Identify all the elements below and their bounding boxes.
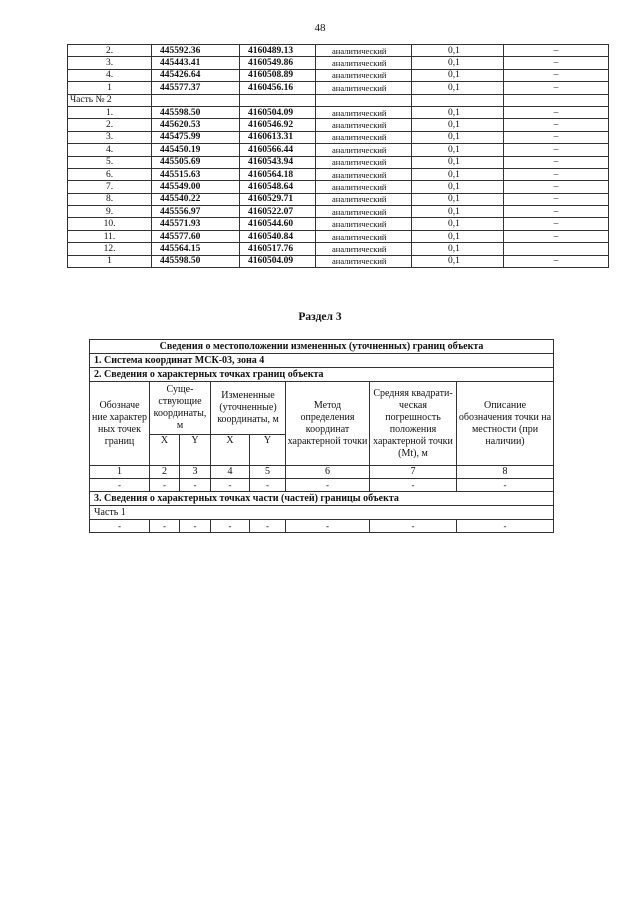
empty-cell: - bbox=[90, 520, 150, 533]
column-numbers-row bbox=[90, 466, 554, 479]
col-number: 8 bbox=[457, 466, 554, 479]
col-designation: Обозначе ние характер ных точек границ bbox=[90, 382, 150, 466]
empty-cell: - bbox=[180, 479, 211, 492]
table-row bbox=[68, 144, 609, 156]
accuracy-cell: 0,1 bbox=[412, 206, 504, 218]
col-existing: Суще- ствующие координаты, м bbox=[150, 382, 211, 435]
accuracy-cell bbox=[412, 94, 504, 106]
coord-y: 4160613.31 bbox=[240, 131, 316, 143]
col-method: Метод определения координат характерной точки bbox=[286, 382, 370, 466]
table-row bbox=[68, 181, 609, 193]
accuracy-cell: 0,1 bbox=[412, 168, 504, 180]
empty-cell: - bbox=[211, 520, 250, 533]
section-title: Раздел 3 bbox=[298, 311, 342, 323]
description-cell: – bbox=[504, 255, 609, 267]
coord-x bbox=[152, 94, 240, 106]
coord-x: 445577.60 bbox=[152, 230, 240, 242]
description-cell: – bbox=[504, 218, 609, 230]
coord-x: 445598.50 bbox=[152, 255, 240, 267]
description-cell: – bbox=[504, 144, 609, 156]
col-number: 5 bbox=[250, 466, 286, 479]
description-cell: – bbox=[504, 193, 609, 205]
coord-y: 4160489.13 bbox=[240, 45, 316, 57]
method-cell: аналитический bbox=[316, 243, 412, 255]
description-cell: – bbox=[504, 230, 609, 242]
point-number: 12. bbox=[68, 243, 152, 255]
coord-x: 445571.93 bbox=[152, 218, 240, 230]
coord-y: 4160548.64 bbox=[240, 181, 316, 193]
description-cell: – bbox=[504, 106, 609, 118]
point-number: 4. bbox=[68, 69, 152, 81]
accuracy-cell: 0,1 bbox=[412, 181, 504, 193]
empty-points-row bbox=[90, 479, 554, 492]
parts-header-row bbox=[90, 492, 554, 506]
method-cell: аналитический bbox=[316, 106, 412, 118]
coord-y: 4160564.18 bbox=[240, 168, 316, 180]
accuracy-cell: 0,1 bbox=[412, 57, 504, 69]
point-number: 4. bbox=[68, 144, 152, 156]
point-number: 6. bbox=[68, 168, 152, 180]
coord-x: 445592.36 bbox=[152, 45, 240, 57]
accuracy-cell: 0,1 bbox=[412, 218, 504, 230]
table-row bbox=[68, 193, 609, 205]
method-cell: аналитический bbox=[316, 218, 412, 230]
part-label-row bbox=[90, 506, 554, 520]
table-row bbox=[68, 82, 609, 94]
col-accuracy: Средняя квадрати- ческая погрешность положения характерной точки (Mt), м bbox=[370, 382, 457, 466]
coord-y: 4160529.71 bbox=[240, 193, 316, 205]
empty-cell: - bbox=[250, 479, 286, 492]
coord-x: 445426.64 bbox=[152, 69, 240, 81]
method-cell bbox=[316, 94, 412, 106]
empty-cell: - bbox=[370, 520, 457, 533]
accuracy-cell: 0,1 bbox=[412, 131, 504, 143]
accuracy-cell: 0,1 bbox=[412, 45, 504, 57]
empty-part-points-row bbox=[90, 520, 554, 533]
table-row bbox=[68, 206, 609, 218]
empty-cell: - bbox=[286, 479, 370, 492]
point-number: 1 bbox=[68, 255, 152, 267]
coord-x: 445505.69 bbox=[152, 156, 240, 168]
coord-y: 4160517.76 bbox=[240, 243, 316, 255]
col-description: Описание обозначения точки на местности (при наличии) bbox=[457, 382, 554, 466]
coord-y: 4160504.09 bbox=[240, 106, 316, 118]
parts-header: 3. Сведения о характерных точках части (частей) границы объекта bbox=[90, 492, 554, 506]
page-number: 48 bbox=[314, 22, 326, 34]
table-row bbox=[68, 131, 609, 143]
col-changed: Измененные (уточненные) координаты, м bbox=[211, 382, 286, 435]
table-row bbox=[68, 69, 609, 81]
coord-y: 4160566.44 bbox=[240, 144, 316, 156]
sub-x-existing: X bbox=[150, 435, 180, 466]
accuracy-cell: 0,1 bbox=[412, 82, 504, 94]
coord-x: 445540.22 bbox=[152, 193, 240, 205]
method-cell: аналитический bbox=[316, 131, 412, 143]
sub-y-changed: Y bbox=[250, 435, 286, 466]
description-cell: – bbox=[504, 181, 609, 193]
point-number: 5. bbox=[68, 156, 152, 168]
point-number: 11. bbox=[68, 230, 152, 242]
table-row bbox=[68, 57, 609, 69]
coordinate-system: 1. Система координат МСК-03, зона 4 bbox=[90, 354, 554, 368]
section3-title: Сведения о местоположении измененных (уточненных) границ объекта bbox=[90, 340, 554, 354]
point-number: 2. bbox=[68, 45, 152, 57]
empty-cell: - bbox=[457, 520, 554, 533]
accuracy-cell: 0,1 bbox=[412, 144, 504, 156]
coordinates-table bbox=[67, 44, 609, 268]
description-cell bbox=[504, 94, 609, 106]
point-number: 10. bbox=[68, 218, 152, 230]
sub-y-existing: Y bbox=[180, 435, 211, 466]
accuracy-cell: 0,1 bbox=[412, 119, 504, 131]
empty-cell: - bbox=[180, 520, 211, 533]
method-cell: аналитический bbox=[316, 255, 412, 267]
part-row bbox=[68, 94, 609, 106]
coord-x: 445549.00 bbox=[152, 181, 240, 193]
description-cell: – bbox=[504, 82, 609, 94]
points-header: 2. Сведения о характерных точках границ объекта bbox=[90, 368, 554, 382]
accuracy-cell: 0,1 bbox=[412, 193, 504, 205]
method-cell: аналитический bbox=[316, 181, 412, 193]
table-row bbox=[68, 243, 609, 255]
coord-y: 4160522.07 bbox=[240, 206, 316, 218]
method-cell: аналитический bbox=[316, 193, 412, 205]
coord-y: 4160540.84 bbox=[240, 230, 316, 242]
accuracy-cell: 0,1 bbox=[412, 156, 504, 168]
point-number: 2. bbox=[68, 119, 152, 131]
description-cell: – bbox=[504, 119, 609, 131]
points-header-row bbox=[90, 368, 554, 382]
table-row bbox=[68, 119, 609, 131]
sub-x-changed: X bbox=[211, 435, 250, 466]
col-number: 4 bbox=[211, 466, 250, 479]
accuracy-cell: 0,1 bbox=[412, 255, 504, 267]
table-row bbox=[68, 255, 609, 267]
table-row bbox=[68, 156, 609, 168]
coordinate-system-row bbox=[90, 354, 554, 368]
table-row bbox=[68, 168, 609, 180]
column-header-row bbox=[90, 382, 554, 435]
coord-y: 4160543.94 bbox=[240, 156, 316, 168]
method-cell: аналитический bbox=[316, 82, 412, 94]
table-row bbox=[68, 230, 609, 242]
table-row bbox=[68, 218, 609, 230]
coord-y: 4160544.60 bbox=[240, 218, 316, 230]
coord-y: 4160504.09 bbox=[240, 255, 316, 267]
accuracy-cell: 0,1 bbox=[412, 69, 504, 81]
point-number: 7. bbox=[68, 181, 152, 193]
accuracy-cell: 0,1 bbox=[412, 243, 504, 255]
coord-x: 445443.41 bbox=[152, 57, 240, 69]
col-number: 6 bbox=[286, 466, 370, 479]
coord-x: 445450.19 bbox=[152, 144, 240, 156]
method-cell: аналитический bbox=[316, 156, 412, 168]
method-cell: аналитический bbox=[316, 230, 412, 242]
method-cell: аналитический bbox=[316, 144, 412, 156]
col-number: 3 bbox=[180, 466, 211, 479]
coord-x: 445598.50 bbox=[152, 106, 240, 118]
point-number: 3. bbox=[68, 57, 152, 69]
section3-table bbox=[89, 339, 554, 533]
accuracy-cell: 0,1 bbox=[412, 230, 504, 242]
point-number: 1. bbox=[68, 106, 152, 118]
coord-y: 4160508.89 bbox=[240, 69, 316, 81]
coord-x: 445564.15 bbox=[152, 243, 240, 255]
description-cell: – bbox=[504, 69, 609, 81]
coord-x: 445475.99 bbox=[152, 131, 240, 143]
description-cell: – bbox=[504, 131, 609, 143]
empty-cell: - bbox=[250, 520, 286, 533]
empty-cell: - bbox=[211, 479, 250, 492]
description-cell: – bbox=[504, 45, 609, 57]
method-cell: аналитический bbox=[316, 45, 412, 57]
coord-y bbox=[240, 94, 316, 106]
col-number: 2 bbox=[150, 466, 180, 479]
col-number: 7 bbox=[370, 466, 457, 479]
empty-cell: - bbox=[370, 479, 457, 492]
point-number: 3. bbox=[68, 131, 152, 143]
description-cell bbox=[504, 243, 609, 255]
coord-x: 445556.97 bbox=[152, 206, 240, 218]
accuracy-cell: 0,1 bbox=[412, 106, 504, 118]
method-cell: аналитический bbox=[316, 69, 412, 81]
coord-y: 4160549.86 bbox=[240, 57, 316, 69]
point-number: 9. bbox=[68, 206, 152, 218]
empty-cell: - bbox=[90, 479, 150, 492]
table-row bbox=[68, 106, 609, 118]
method-cell: аналитический bbox=[316, 119, 412, 131]
description-cell: – bbox=[504, 168, 609, 180]
description-cell: – bbox=[504, 57, 609, 69]
coord-y: 4160546.92 bbox=[240, 119, 316, 131]
empty-cell: - bbox=[150, 479, 180, 492]
point-number: 1 bbox=[68, 82, 152, 94]
coord-x: 445620.53 bbox=[152, 119, 240, 131]
section3-title-row bbox=[90, 340, 554, 354]
method-cell: аналитический bbox=[316, 57, 412, 69]
empty-cell: - bbox=[286, 520, 370, 533]
method-cell: аналитический bbox=[316, 206, 412, 218]
empty-cell: - bbox=[150, 520, 180, 533]
point-number: Часть № 2 bbox=[68, 94, 152, 106]
table-row bbox=[68, 45, 609, 57]
point-number: 8. bbox=[68, 193, 152, 205]
coord-x: 445577.37 bbox=[152, 82, 240, 94]
description-cell: – bbox=[504, 206, 609, 218]
description-cell: – bbox=[504, 156, 609, 168]
method-cell: аналитический bbox=[316, 168, 412, 180]
part-label: Часть 1 bbox=[90, 506, 554, 520]
coord-x: 445515.63 bbox=[152, 168, 240, 180]
col-number: 1 bbox=[90, 466, 150, 479]
empty-cell: - bbox=[457, 479, 554, 492]
coord-y: 4160456.16 bbox=[240, 82, 316, 94]
